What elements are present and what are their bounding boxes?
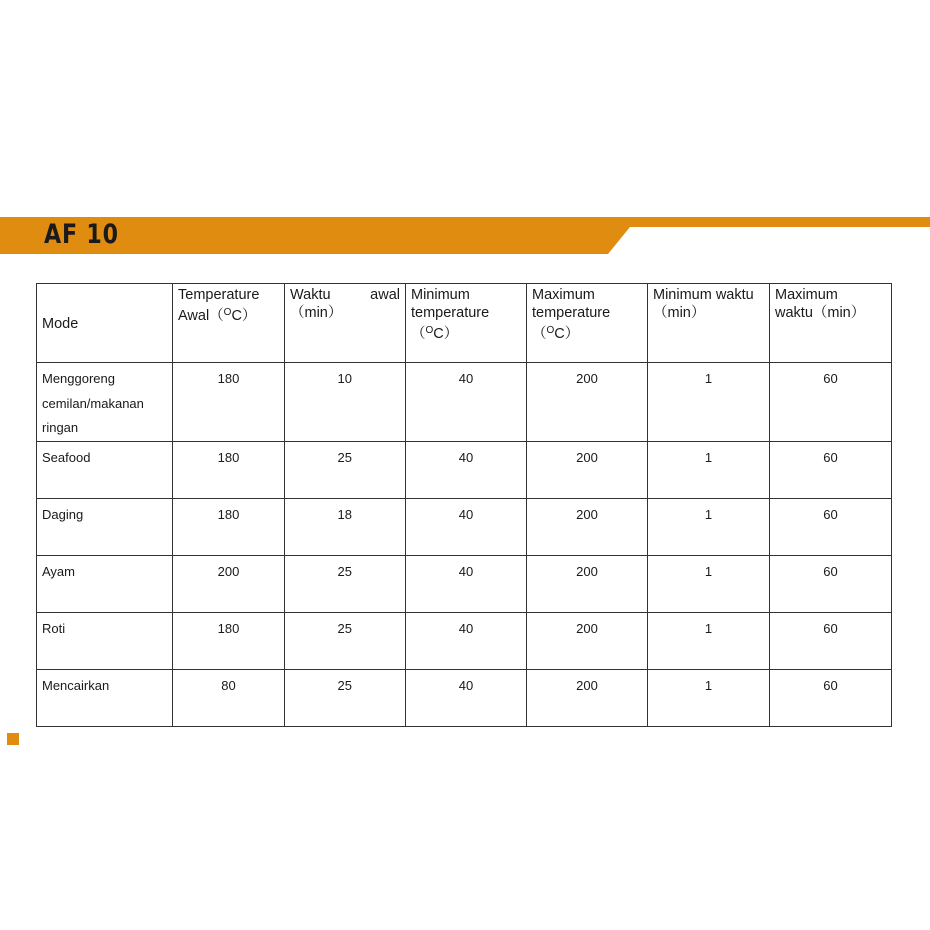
cell-maximum-temperature: 200 — [527, 363, 648, 442]
cell-minimum-temperature: 40 — [406, 363, 527, 442]
cell-waktu-awal: 10 — [285, 363, 406, 442]
cell-maximum-waktu: 60 — [770, 556, 892, 613]
column-header-minimum-waktu: Minimum waktu （min） — [648, 284, 770, 363]
column-header-mode: Mode — [37, 284, 173, 363]
cell-waktu-awal: 25 — [285, 556, 406, 613]
cell-waktu-awal: 25 — [285, 670, 406, 727]
cell-maximum-waktu: 60 — [770, 499, 892, 556]
column-header-temperature-awal: Temperature Awal（$^O$C） — [173, 284, 285, 363]
cell-minimum-waktu: 1 — [648, 556, 770, 613]
orange-square-bullet — [7, 733, 19, 745]
column-header-maximum-temperature: Maximum temperature （$^O$C） — [527, 284, 648, 363]
page-title: AF 10 — [44, 219, 119, 250]
settings-table — [36, 283, 892, 727]
cell-maximum-temperature: 200 — [527, 670, 648, 727]
cell-waktu-awal: 25 — [285, 442, 406, 499]
cell-maximum-waktu: 60 — [770, 613, 892, 670]
cell-minimum-waktu: 1 — [648, 670, 770, 727]
cell-maximum-temperature: 200 — [527, 499, 648, 556]
table-row — [37, 670, 892, 727]
table-header-row — [37, 284, 892, 363]
cell-mode: Ayam — [37, 556, 173, 613]
table-row — [37, 363, 892, 442]
cell-temperature-awal: 200 — [173, 556, 285, 613]
cell-minimum-temperature: 40 — [406, 499, 527, 556]
cell-temperature-awal: 180 — [173, 613, 285, 670]
cell-temperature-awal: 80 — [173, 670, 285, 727]
cell-mode: Mencairkan — [37, 670, 173, 727]
cell-mode: Roti — [37, 613, 173, 670]
cell-minimum-waktu: 1 — [648, 613, 770, 670]
cell-maximum-temperature: 200 — [527, 613, 648, 670]
cell-temperature-awal: 180 — [173, 499, 285, 556]
cell-maximum-temperature: 200 — [527, 556, 648, 613]
cell-minimum-waktu: 1 — [648, 363, 770, 442]
cell-maximum-waktu: 60 — [770, 363, 892, 442]
cell-minimum-temperature: 40 — [406, 613, 527, 670]
cell-temperature-awal: 180 — [173, 363, 285, 442]
cell-minimum-temperature: 40 — [406, 556, 527, 613]
cell-minimum-temperature: 40 — [406, 442, 527, 499]
cell-waktu-awal: 25 — [285, 613, 406, 670]
column-header-maximum-waktu: Maximum waktu（min） — [770, 284, 892, 363]
table-row — [37, 556, 892, 613]
header-banner-bar — [0, 217, 930, 254]
cell-mode: Menggoreng cemilan/makanan ringan — [37, 363, 173, 442]
table-row — [37, 499, 892, 556]
cell-minimum-waktu: 1 — [648, 442, 770, 499]
column-header-waktu-awal: Waktu awal （min） — [285, 284, 406, 363]
cell-minimum-temperature: 40 — [406, 670, 527, 727]
table-row — [37, 442, 892, 499]
cell-mode: Seafood — [37, 442, 173, 499]
table-row — [37, 613, 892, 670]
cell-temperature-awal: 180 — [173, 442, 285, 499]
cell-minimum-waktu: 1 — [648, 499, 770, 556]
cell-maximum-temperature: 200 — [527, 442, 648, 499]
cell-waktu-awal: 18 — [285, 499, 406, 556]
column-header-minimum-temperature: Minimum temperature （$^O$C） — [406, 284, 527, 363]
cell-maximum-waktu: 60 — [770, 442, 892, 499]
cell-maximum-waktu: 60 — [770, 670, 892, 727]
cell-mode: Daging — [37, 499, 173, 556]
